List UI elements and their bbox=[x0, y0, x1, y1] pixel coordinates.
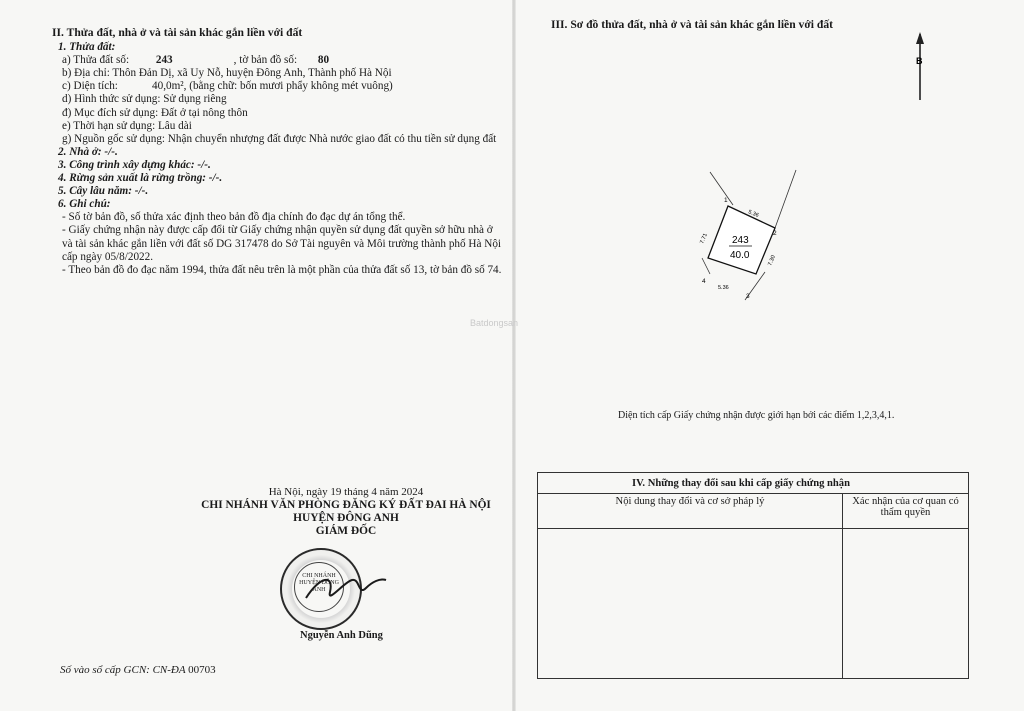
register-number-value: 00703 bbox=[188, 664, 216, 676]
edge-3-4-length: 5.36 bbox=[718, 285, 729, 291]
point-2-label: 2 bbox=[773, 230, 777, 237]
left-page bbox=[52, 26, 502, 277]
changes-col-content: Nội dung thay đổi và cơ sở pháp lý bbox=[538, 494, 843, 529]
register-number-label: Số vào sổ cấp GCN: CN-ĐA bbox=[60, 664, 186, 676]
map-sheet-value: 80 bbox=[317, 54, 330, 67]
plot-number: 243 bbox=[732, 235, 749, 246]
area-row bbox=[52, 80, 502, 93]
usage-purpose-row: đ) Mục đích sử dụng: Đất ở tại nông thôn bbox=[62, 106, 248, 119]
parcel-number-label: a) Thửa đất số: bbox=[62, 54, 130, 67]
signature-block bbox=[196, 486, 496, 538]
plot-area: 40.0 bbox=[730, 250, 750, 261]
map-sheet-label: , tờ bản đồ số: bbox=[233, 54, 298, 67]
point-4-label: 4 bbox=[702, 278, 706, 285]
forest-row: 4. Rừng sản xuất là rừng trồng: -/-. bbox=[58, 172, 223, 185]
point-3-label: 3 bbox=[746, 293, 750, 300]
notes-heading: 6. Ghi chú: bbox=[58, 198, 111, 211]
usage-term-row: e) Thời hạn sử dụng: Lâu dài bbox=[62, 119, 192, 132]
north-label: B bbox=[916, 56, 923, 66]
watermark: Batdongsan bbox=[470, 318, 519, 328]
area-label: c) Diện tích: bbox=[62, 80, 118, 93]
section-3-title: III. Sơ đồ thửa đất, nhà ở và tài sản khác gắn liền với đất bbox=[551, 18, 833, 31]
usage-form-row: d) Hình thức sử dụng: Sử dụng riêng bbox=[62, 93, 227, 106]
office-name-line1: CHI NHÁNH VĂN PHÒNG ĐĂNG KÝ ĐẤT ĐAI HÀ NỘI bbox=[201, 499, 491, 511]
address-row: b) Địa chỉ: Thôn Đản Dị, xã Uy Nỗ, huyện Đông Anh, Thành phố Hà Nội bbox=[62, 67, 392, 80]
construction-row: 3. Công trình xây dựng khác: -/-. bbox=[58, 158, 211, 171]
signer-name: Nguyễn Anh Dũng bbox=[300, 630, 383, 641]
parcel-heading: 1. Thửa đất: bbox=[58, 41, 116, 54]
page-fold bbox=[512, 0, 516, 711]
house-row: 2. Nhà ở: -/-. bbox=[58, 145, 118, 158]
note-2: - Giấy chứng nhận này được cấp đổi từ Giấy chứng nhận quyền sử dụng đất quyền sở hữu nhà ở và tài sản khác gắn liền với đất số DG 317478 do Sở Tài nguyên và Môi trường thành phố Hà Nội cấp ngày 05/8/2022. bbox=[62, 224, 502, 263]
area-value: 40,0m², (bằng chữ: bốn mươi phẩy không mét vuông) bbox=[152, 80, 393, 93]
handwritten-signature bbox=[300, 568, 390, 608]
perennial-row: 5. Cây lâu năm: -/-. bbox=[58, 185, 149, 198]
north-arrow bbox=[916, 32, 924, 100]
usage-origin-row: g) Nguồn gốc sử dụng: Nhận chuyển nhượng đất được Nhà nước giao đất có thu tiền sử dụng đất bbox=[62, 132, 497, 145]
changes-confirmation-cell bbox=[843, 529, 969, 679]
changes-col-confirmation: Xác nhận của cơ quan có thẩm quyền bbox=[843, 494, 969, 529]
parcel-number-value: 243 bbox=[155, 54, 173, 67]
office-name-line2: HUYỆN ĐÔNG ANH bbox=[293, 512, 399, 524]
signer-role: GIÁM ĐỐC bbox=[315, 525, 377, 537]
changes-content-cell bbox=[538, 529, 843, 679]
parcel-number-row bbox=[52, 54, 502, 67]
point-1-label: 1 bbox=[724, 197, 728, 204]
note-1: - Số tờ bản đồ, số thửa xác định theo bản đồ địa chính đo đạc dự án tổng thể. bbox=[62, 211, 406, 224]
changes-table bbox=[537, 472, 969, 679]
parcel-diagram bbox=[680, 30, 940, 320]
edge-4-1-length: 7.71 bbox=[699, 232, 709, 245]
edge-2-3-length: 7.30 bbox=[767, 254, 777, 267]
issue-date: Hà Nội, ngày 19 tháng 4 năm 2024 bbox=[268, 486, 424, 498]
section-2-title: II. Thửa đất, nhà ở và tài sản khác gắn liền với đất bbox=[52, 26, 303, 39]
area-boundary-note: Diện tích cấp Giấy chứng nhận được giới hạn bởi các điểm 1,2,3,4,1. bbox=[618, 410, 895, 421]
note-3: - Theo bản đồ đo đạc năm 1994, thửa đất nêu trên là một phần của thửa đất số 13, tờ bản đồ số 74. bbox=[62, 263, 502, 276]
seal-inner-text: CHI NHÁNH HUYỆN ĐÔNG ANH bbox=[294, 562, 344, 612]
register-number bbox=[60, 664, 216, 676]
changes-table-title: IV. Những thay đổi sau khi cấp giấy chứng nhận bbox=[538, 473, 969, 494]
edge-1-2-length: 5.36 bbox=[747, 209, 760, 219]
